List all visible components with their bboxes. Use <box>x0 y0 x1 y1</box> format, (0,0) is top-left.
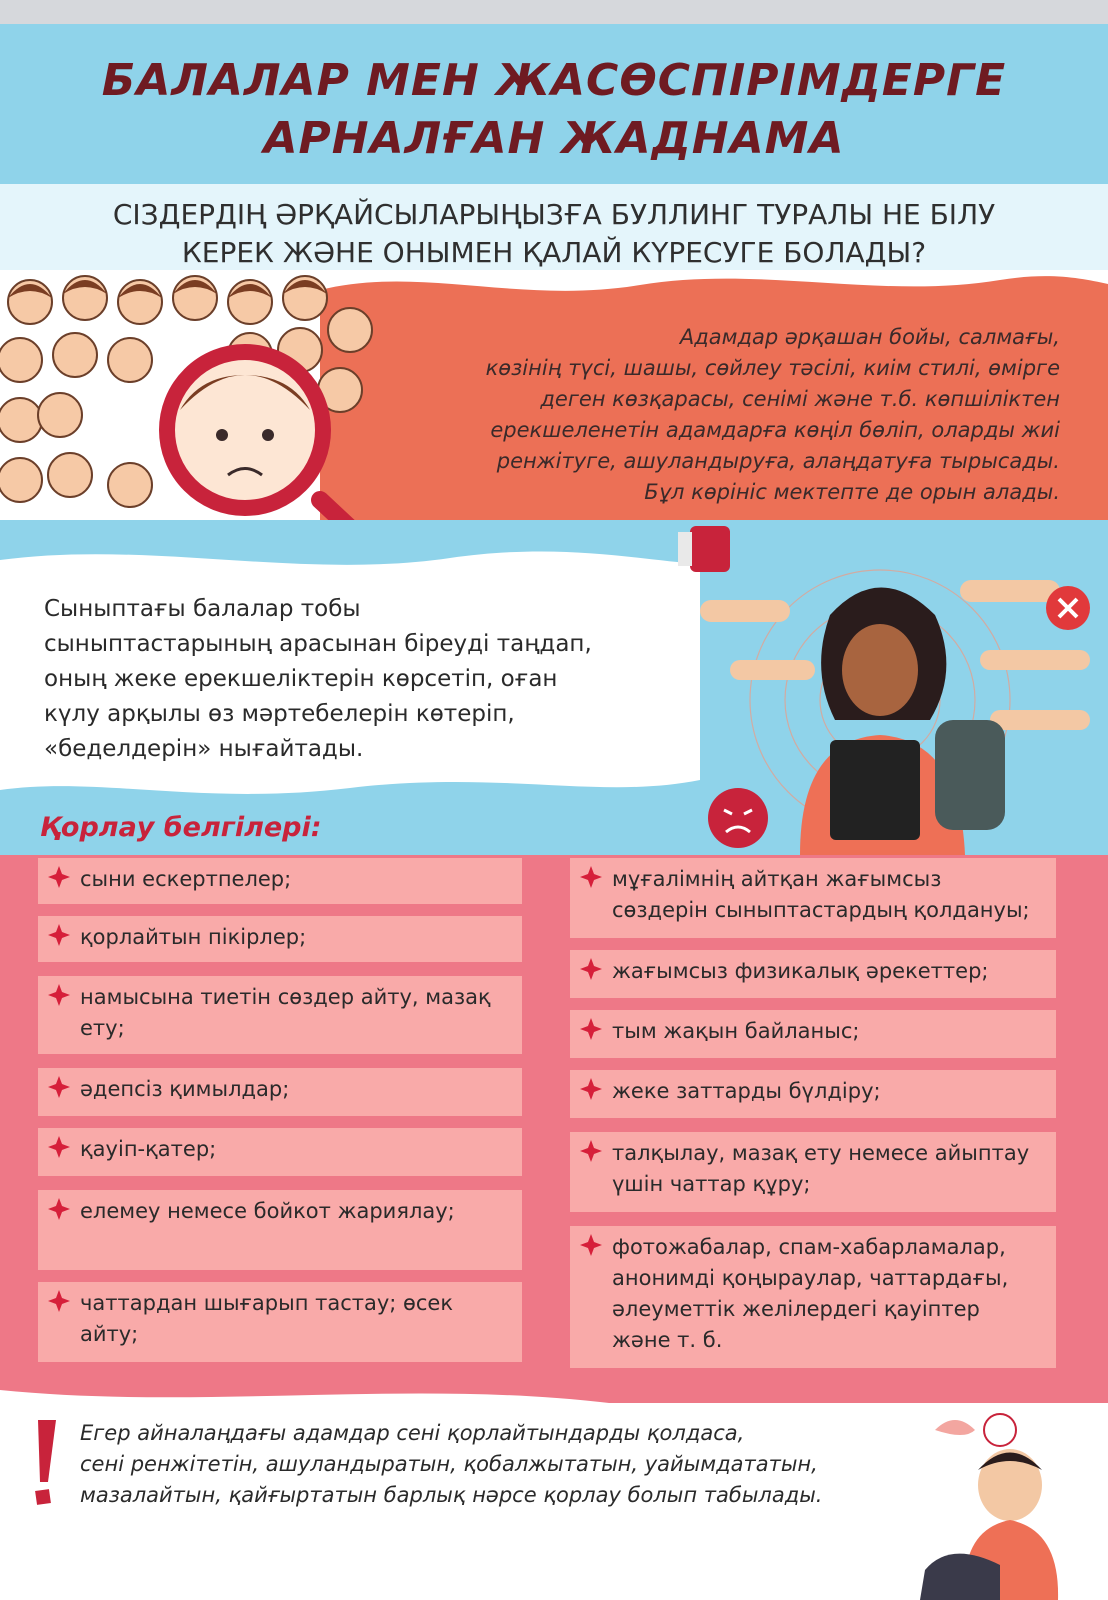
intro-line: ренжітуге, ашуландыруға, алаңдатуға тырысады. <box>496 449 1060 473</box>
footer-line: мазалайтын, қайғыртатын барлық нәрсе қорлау болып табылады. <box>80 1483 823 1507</box>
sign-item <box>38 1068 522 1116</box>
bullet-star-icon <box>580 866 602 888</box>
intro-line: деген көзқарасы, сенімі және т.б. көпшіліктен <box>540 387 1060 411</box>
middle-line: «беделдерін» нығайтады. <box>44 736 364 762</box>
intro-line: Адамдар әрқашан бойы, салмағы, <box>679 325 1060 349</box>
sign-text: елемеу немесе бойкот жариялау; <box>80 1199 455 1223</box>
thumbs-down-icon <box>678 526 730 572</box>
sign-text: чаттардан шығарып тастау; өсек айту; <box>80 1291 454 1346</box>
bullet-star-icon <box>48 1136 70 1158</box>
sign-text: жеке заттарды бүлдіру; <box>612 1079 881 1103</box>
intro-line: ерекшеленетін адамдарға көңіл бөліп, оларды жиі <box>490 418 1060 442</box>
footer-note <box>80 1418 910 1511</box>
footer-line: сені ренжітетін, ашуландыратын, қобалжытатын, уайымдататын, <box>80 1452 818 1476</box>
page-title-line-2: АРНАЛҒАН ЖАДНАМА <box>263 113 845 164</box>
bullet-star-icon <box>48 1290 70 1312</box>
sign-text: қауіп-қатер; <box>80 1137 217 1161</box>
sign-item <box>38 858 522 904</box>
middle-line: сыныптастарының арасынан біреуді таңдап, <box>44 631 592 657</box>
sign-item <box>38 916 522 962</box>
sign-text: әдепсіз қимылдар; <box>80 1077 290 1101</box>
sign-text: фотожабалар, спам-хабарламалар, анонимді қоңыраулар, чаттардағы, әлеуметтік желілердегі қауіптер және т. б. <box>612 1235 1009 1352</box>
sign-item <box>570 1070 1056 1118</box>
sign-text: тым жақын байланыс; <box>612 1019 860 1043</box>
page-subtitle <box>30 196 1078 272</box>
sign-item <box>38 1128 522 1176</box>
sign-text: намысына тиетін сөздер айту, мазақ ету; <box>80 985 491 1040</box>
sign-item <box>570 1010 1056 1058</box>
subtitle-line-1: СІЗДЕРДІҢ ӘРҚАЙСЫЛАРЫҢЫЗҒА БУЛЛИНГ ТУРАЛЫ НЕ БІЛУ <box>112 198 996 231</box>
subtitle-line-2: КЕРЕК ЖӘНЕ ОНЫМЕН ҚАЛАЙ КҮРЕСУГЕ БОЛАДЫ? <box>181 236 927 269</box>
angry-face-icon <box>708 788 768 848</box>
bullet-star-icon <box>580 1078 602 1100</box>
intro-line: көзінің түсі, шашы, сөйлеу тәсілі, киім стилі, өмірге <box>485 356 1060 380</box>
middle-line: оның жеке ерекшеліктерін көрсетіп, оған <box>44 666 558 692</box>
sign-item <box>570 858 1056 938</box>
bullet-star-icon <box>580 1018 602 1040</box>
sign-item <box>570 1226 1056 1368</box>
intro-paragraph <box>410 322 1060 508</box>
middle-paragraph <box>44 592 644 767</box>
bullet-star-icon <box>580 1140 602 1162</box>
sign-item <box>38 1190 522 1270</box>
sign-text: мұғалімнің айтқан жағымсыз сөздерін сыныптастардың қолдануы; <box>612 867 1030 922</box>
sign-text: қорлайтын пікірлер; <box>80 925 307 949</box>
sign-item <box>38 976 522 1054</box>
footer-line: Егер айналаңдағы адамдар сені қорлайтындарды қолдаса, <box>80 1421 745 1445</box>
middle-line: күлу арқылы өз мәртебелерін көтеріп, <box>44 701 515 727</box>
sign-text: сыни ескертпелер; <box>80 867 292 891</box>
bullet-star-icon <box>48 984 70 1006</box>
top-strip <box>0 0 1108 24</box>
page-title <box>40 52 1068 168</box>
middle-line: Сыныптағы балалар тобы <box>44 596 361 622</box>
close-icon <box>1046 586 1090 630</box>
sign-text: талқылау, мазақ ету немесе айыптау үшін чаттар құру; <box>612 1141 1030 1196</box>
bullet-star-icon <box>580 958 602 980</box>
bullet-star-icon <box>48 1198 70 1220</box>
bullet-star-icon <box>48 924 70 946</box>
sign-item <box>570 1132 1056 1212</box>
exclamation-icon <box>28 1420 58 1510</box>
signs-heading: Қорлау белгілері: <box>40 812 322 843</box>
bullet-star-icon <box>48 1076 70 1098</box>
sign-item <box>570 950 1056 998</box>
sign-item <box>38 1282 522 1362</box>
sign-text: жағымсыз физикалық әрекеттер; <box>612 959 989 983</box>
page-title-line-1: БАЛАЛАР МЕН ЖАСӨСПІРІМДЕРГЕ <box>101 55 1007 106</box>
bullet-star-icon <box>48 866 70 888</box>
bullet-star-icon <box>580 1234 602 1256</box>
intro-line: Бұл көрініс мектепте де орын алады. <box>644 480 1060 504</box>
